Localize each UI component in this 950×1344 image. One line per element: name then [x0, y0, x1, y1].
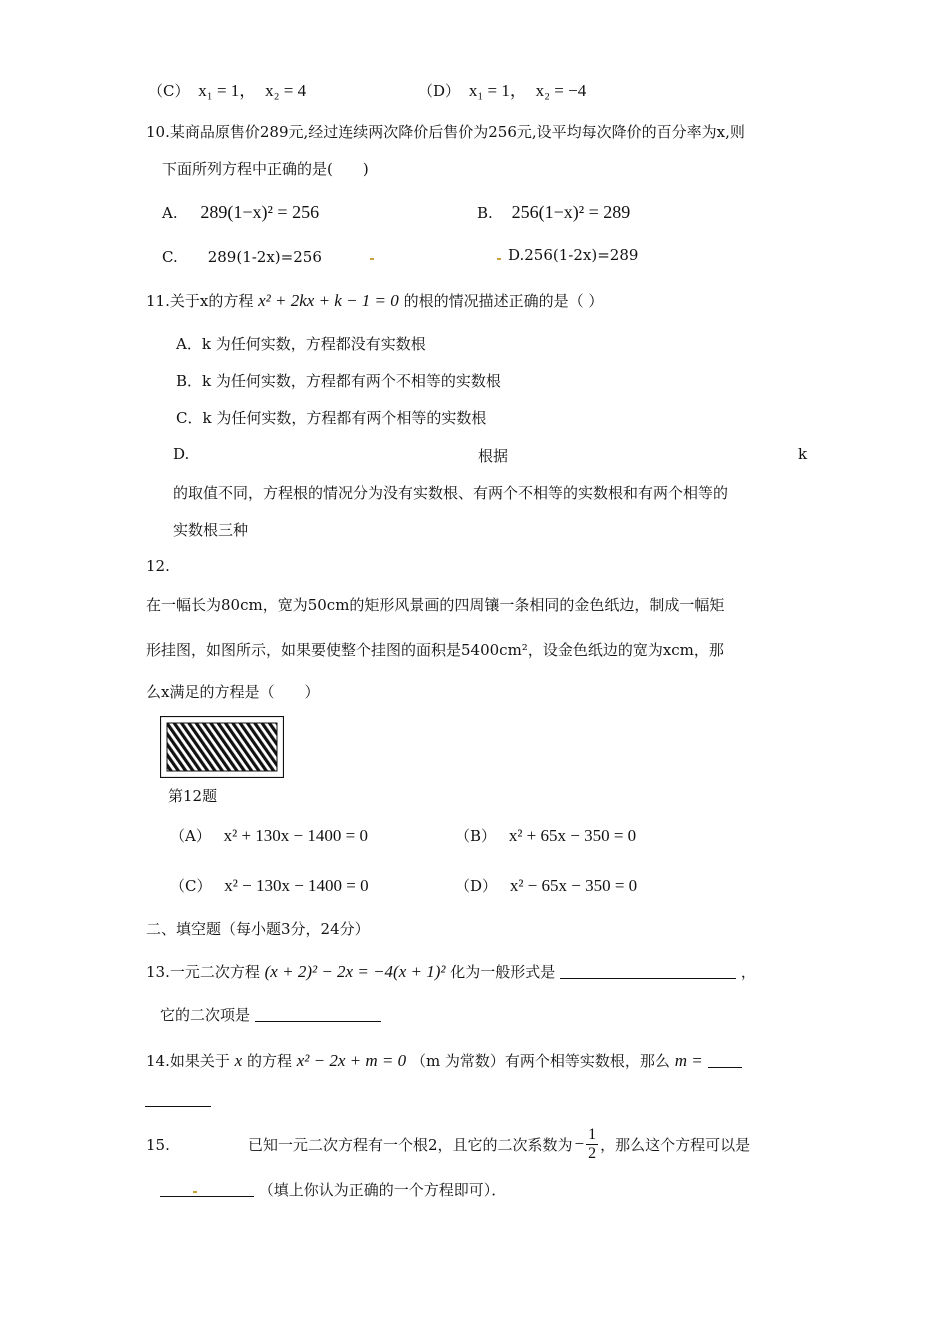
- q10-option-c: C. 289(1-2x)=256: [162, 248, 322, 266]
- q14-equation: x² − 2x + m = 0: [296, 1051, 407, 1070]
- q10-option-a: A. 289(1−x)² = 256: [162, 202, 320, 222]
- q12-option-a: （A） x² + 130x − 1400 = 0: [170, 826, 368, 845]
- q9-option-d-eq1: x₁ = 1，: [468, 81, 527, 100]
- q9-option-d-eq2: x₂ = −4: [535, 81, 587, 100]
- speck-mark: [193, 1191, 197, 1193]
- q9-option-c-eq1: x₁ = 1，: [198, 81, 257, 100]
- q12-stem-line2: 形挂图，如图所示，如果要使整个挂图的面积是5400cm²，设金色纸边的宽为xcm，那: [146, 641, 724, 659]
- q15-answer-blank[interactable]: [160, 1182, 254, 1197]
- q11-stem: 11.关于x的方程 x² + 2kx + k − 1 = 0 的根的情况描述正确的是（ ）: [146, 291, 604, 310]
- q9-option-d: （D） x₁ = 1， x₂ = −4: [418, 81, 587, 100]
- q12-figure-caption: 第12题: [168, 787, 218, 805]
- q13-line2: 它的二次项是: [160, 1004, 381, 1025]
- q10-option-b: B. 256(1−x)² = 289: [477, 202, 631, 222]
- q9-option-c: （C） x₁ = 1， x₂ = 4: [148, 81, 307, 100]
- q14-answer-blank-1[interactable]: [708, 1053, 742, 1068]
- q11-option-d-word: 根据: [478, 447, 509, 465]
- q14-stem: 14.如果关于 x 的方程 x² − 2x + m = 0 （m 为常数）有两个相等实数根，那么 m =: [146, 1050, 742, 1071]
- q12-option-b: （B） x² + 65x − 350 = 0: [455, 826, 637, 845]
- q10-stem-line1: 10.某商品原售价289元,经过连续两次降价后售价为256元,设平均每次降价的百分率为x,则: [146, 123, 745, 141]
- speck-mark: [497, 258, 501, 260]
- q13-stem: 13.一元二次方程 (x + 2)² − 2x = −4(x + 1)² 化为一般形式是 ，: [146, 962, 756, 981]
- q12-stem-line3: 么x满足的方程是（ ）: [146, 683, 320, 701]
- q10-stem-line2: 下面所列方程中正确的是( ): [162, 160, 369, 178]
- q11-option-d-k: k: [798, 445, 808, 463]
- q12-option-c-eq: x² − 130x − 1400 = 0: [224, 876, 369, 895]
- q11-equation: x² + 2kx + k − 1 = 0: [258, 291, 399, 310]
- q12-option-b-eq: x² + 65x − 350 = 0: [508, 826, 637, 845]
- speck-mark: [370, 258, 374, 260]
- q15-fraction: $\frac{1}{2}$: [588, 1125, 597, 1162]
- q15-line2: （填上你认为正确的一个方程即可）．: [160, 1179, 506, 1200]
- q10-option-b-eq: 256(1−x)² = 289: [511, 202, 631, 222]
- q13-equation: (x + 2)² − 2x = −4(x + 1)²: [264, 962, 446, 981]
- q14-answer-blank-2[interactable]: [145, 1092, 211, 1107]
- q11-option-d-label: D.: [173, 445, 190, 463]
- q11-option-d-line2: 的取值不同，方程根的情况分为没有实数根、有两个不相等的实数根和有两个相等的: [173, 484, 729, 502]
- q11-option-d-line3: 实数根三种: [173, 521, 249, 539]
- section-2-title: 二、填空题（每小题3分，24分）: [146, 920, 370, 938]
- q12-option-d: （D） x² − 65x − 350 = 0: [455, 876, 638, 895]
- q10-option-d: D.256(1-2x)=289: [508, 246, 639, 264]
- q12-option-a-eq: x² + 130x − 1400 = 0: [223, 826, 368, 845]
- q12-option-c: （C） x² − 130x − 1400 = 0: [170, 876, 369, 895]
- q12-number: 12.: [146, 557, 170, 575]
- q13-answer-blank-2[interactable]: [255, 1007, 381, 1022]
- q11-option-c: C．k 为任何实数，方程都有两个相等的实数根: [176, 409, 487, 427]
- q13-answer-blank-1[interactable]: [560, 964, 736, 979]
- q12-stem-line1: 在一幅长为80cm，宽为50cm的矩形风景画的四周镶一条相同的金色纸边，制成一幅矩: [146, 596, 725, 614]
- q11-option-a: A．k 为任何实数，方程都没有实数根: [176, 335, 426, 353]
- q9-option-c-eq2: x₂ = 4: [265, 81, 307, 100]
- q12-framed-picture-figure: [160, 716, 284, 778]
- q11-option-b: B．k 为任何实数，方程都有两个不相等的实数根: [176, 372, 501, 390]
- q15-number: 15.: [146, 1136, 170, 1154]
- q12-option-d-eq: x² − 65x − 350 = 0: [509, 876, 638, 895]
- q10-option-a-eq: 289(1−x)² = 256: [200, 202, 320, 222]
- q15-stem: 已知一元二次方程有一个根2，且它的二次系数为 − $\frac{1}{2}$ ，那么这个方程可以是: [248, 1125, 751, 1162]
